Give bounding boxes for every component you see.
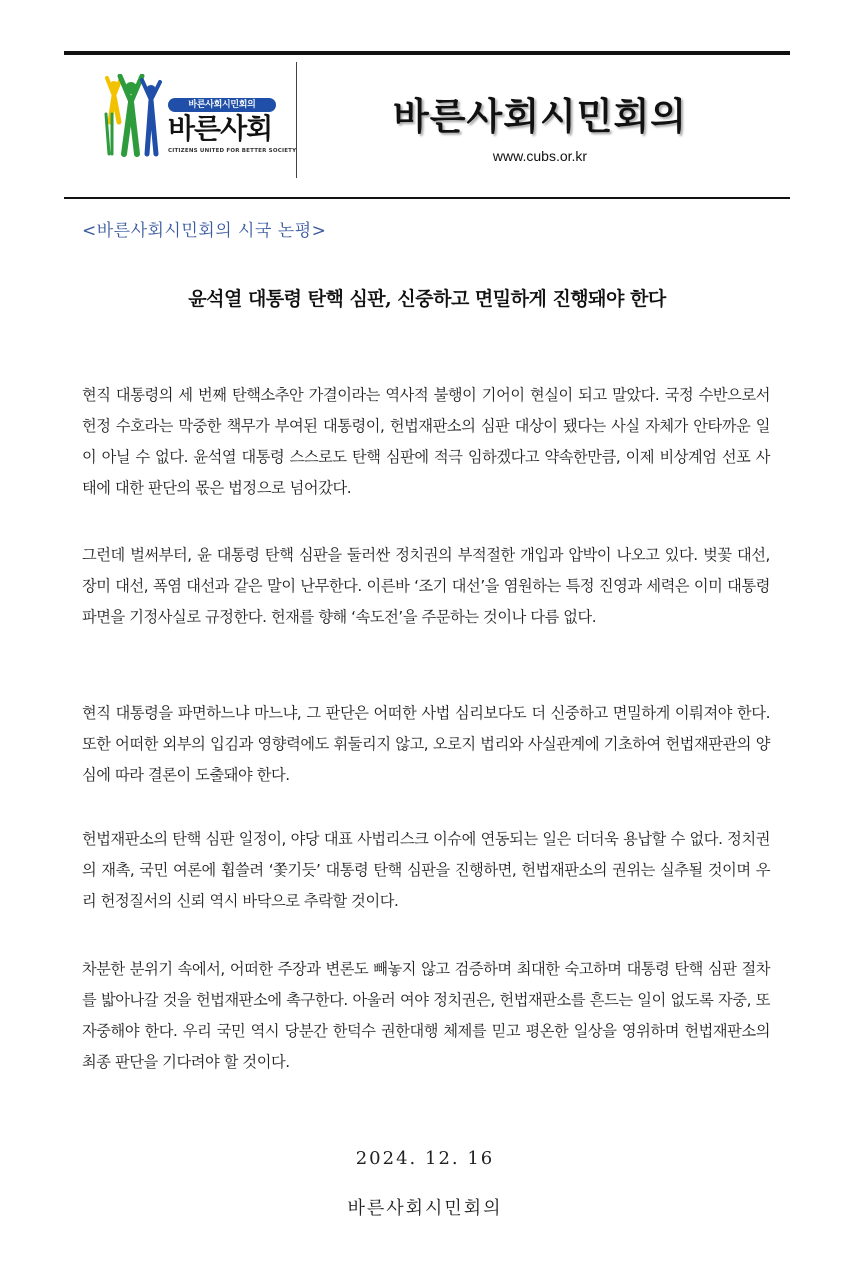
body-paragraph: 차분한 분위기 속에서, 어떠한 주장과 변론도 빼놓지 않고 검증하며 최대한 숙고하며 대통령 탄핵 심판 절차를 밟아나갈 것을 헌법재판소에 촉구한다. 아울러 여야 정치권은, 헌법재판소를 흔드는 일이 없도록 자중, 또 자중해야 한다. 우리 국민 역시 당분간 한덕수 권한대행 체제를 믿고 평온한 일상을 영위하며 헌법재판소의 최종 판단을 기다려야 할 것이다. bbox=[82, 960, 770, 1071]
body-paragraph: 현직 대통령의 세 번째 탄핵소추안 가결이라는 역사적 불행이 기어이 현실이 되고 말았다. 국정 수반으로서 헌정 수호라는 막중한 책무가 부여된 대통령이, 헌법재판소의 심판 대상이 됐다는 사실 자체가 안타까운 일이 아닐 수 없다. 윤석열 대통령 스스로도 탄핵 심판에 적극 임하겠다고 약속한만큼, 이제 비상계엄 선포 사태에 대한 판단의 몫은 법정으로 넘어갔다. bbox=[82, 386, 770, 497]
document-headline: 윤석열 대통령 탄핵 심판, 신중하고 면밀하게 진행돼야 한다 bbox=[188, 288, 666, 310]
organization-title: 바른사회시민회의 bbox=[393, 95, 687, 138]
logo-english-text: CITIZENS UNITED FOR BETTER SOCIETY bbox=[168, 148, 297, 154]
organization-logo bbox=[104, 74, 297, 160]
body-paragraph: 현직 대통령을 파면하느냐 마느냐, 그 판단은 어떠한 사법 심리보다도 더 신중하고 면밀하게 이뤄져야 한다. 또한 어떠한 외부의 입김과 영향력에도 휘둘리지 않고, 오로지 법리와 사실관계에 기초하여 헌법재판관의 양심에 따라 결론이 도출돼야 한다. bbox=[82, 704, 770, 784]
header-bottom-rule bbox=[64, 197, 790, 199]
header-divider bbox=[296, 62, 297, 178]
body-paragraph: 그런데 벌써부터, 윤 대통령 탄핵 심판을 둘러싼 정치권의 부적절한 개입과 압박이 나오고 있다. 벚꽃 대선, 장미 대선, 폭염 대선과 같은 말이 난무한다. 이른바 ‘조기 대선’을 염원하는 특정 진영과 세력은 이미 대통령 파면을 기정사실로 규정한다. 헌재를 향해 ‘속도전’을 주문하는 것이나 다름 없다. bbox=[82, 546, 770, 626]
document-date: 2024. 12. 16 bbox=[355, 1148, 495, 1169]
logo-figures-icon bbox=[104, 74, 168, 160]
document-signature: 바른사회시민회의 bbox=[347, 1198, 503, 1219]
header-top-rule bbox=[64, 51, 790, 55]
logo-small-text: 바른사회시민회의 bbox=[168, 98, 276, 112]
body-paragraph: 헌법재판소의 탄핵 심판 일정이, 야당 대표 사법리스크 이슈에 연동되는 일은 더더욱 용납할 수 없다. 정치권의 재촉, 국민 여론에 휩쓸려 ‘쫓기듯’ 대통령 탄핵 심판을 진행하면, 헌법재판소의 권위는 실추될 것이며 우리 헌정질서의 신뢰 역시 바닥으로 추락할 것이다. bbox=[82, 830, 770, 910]
logo-main-text: 바른사회 bbox=[168, 112, 273, 145]
organization-url[interactable]: www.cubs.or.kr bbox=[492, 148, 588, 164]
document-category: <바른사회시민회의 시국 논평> bbox=[82, 221, 327, 241]
